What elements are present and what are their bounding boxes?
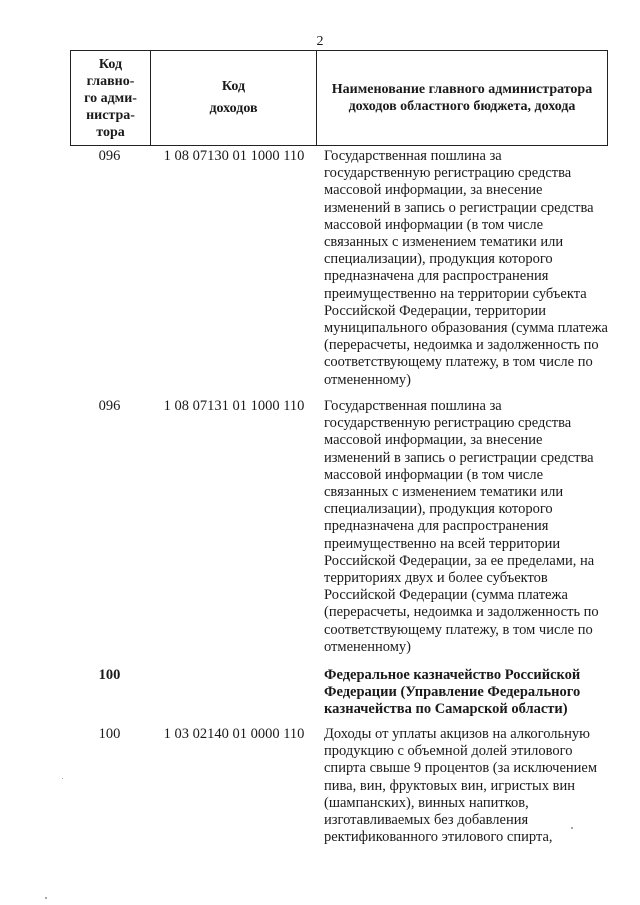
administrator-name-cell: Федеральное казначейство Российской Федерации (Управление Федерального казначейства по Самарской области): [324, 667, 581, 718]
income-code-cell: 1 08 07130 01 1000 110: [163, 148, 305, 164]
header-income-code: Код доходов: [150, 51, 316, 145]
income-name-cell: Государственная пошлина за государственную регистрацию средства массовой информации, за внесение изменений в запись о регистрации средства массовой информации (в том числе связанных с изменением тематики или специализации), продукция которого предназначена для распространения преимущественно на всей территории Российской Федерации, за ее пределами, на территориях двух и более субъектов Российской Федерации (сумма платежа (перерасчеты, недоимка и задолженность по соответствующему платежу, в том числе по отмененному): [324, 398, 599, 655]
admin-code-cell: 096: [98, 148, 121, 164]
admin-code-cell: 096: [98, 398, 121, 414]
admin-code-cell: 100: [98, 726, 121, 742]
table-header: [70, 50, 608, 146]
income-name-cell: Государственная пошлина за государственную регистрацию средства массовой информации, за внесение изменений в запись о регистрации средства массовой информации (в том числе связанных с изменением тематики или специализации), продукция которого предназначена для распространения преимущественно на территории субъекта Российской Федерации, территории муниципального образования (сумма платежа (перерасчеты, недоимка и задолженность по соответствующему платежу, в том числе по отмененному): [324, 148, 608, 388]
income-name-cell: Доходы от уплаты акцизов на алкогольную продукцию с объемной долей этилового спирта свыше 9 процентов (за исключением пива, вин, фруктовых вин, игристых вин (шампанских), винных напитков, изготавливаемых без добавления ректификованного этилового спирта,: [324, 726, 598, 846]
income-code-cell: 1 03 02140 01 0000 110: [163, 726, 305, 742]
income-code-cell: 1 08 07131 01 1000 110: [163, 398, 305, 414]
scan-speck: [62, 778, 63, 779]
header-name: Наименование главного администратора доходов областного бюджета, дохода: [316, 51, 607, 145]
scan-speck: [571, 827, 573, 829]
admin-code-cell: 100: [98, 667, 121, 683]
header-admin-code: Код главно- го адми- нистра- тора: [84, 56, 137, 140]
scan-speck: [45, 897, 47, 899]
page-number: 2: [316, 34, 324, 49]
